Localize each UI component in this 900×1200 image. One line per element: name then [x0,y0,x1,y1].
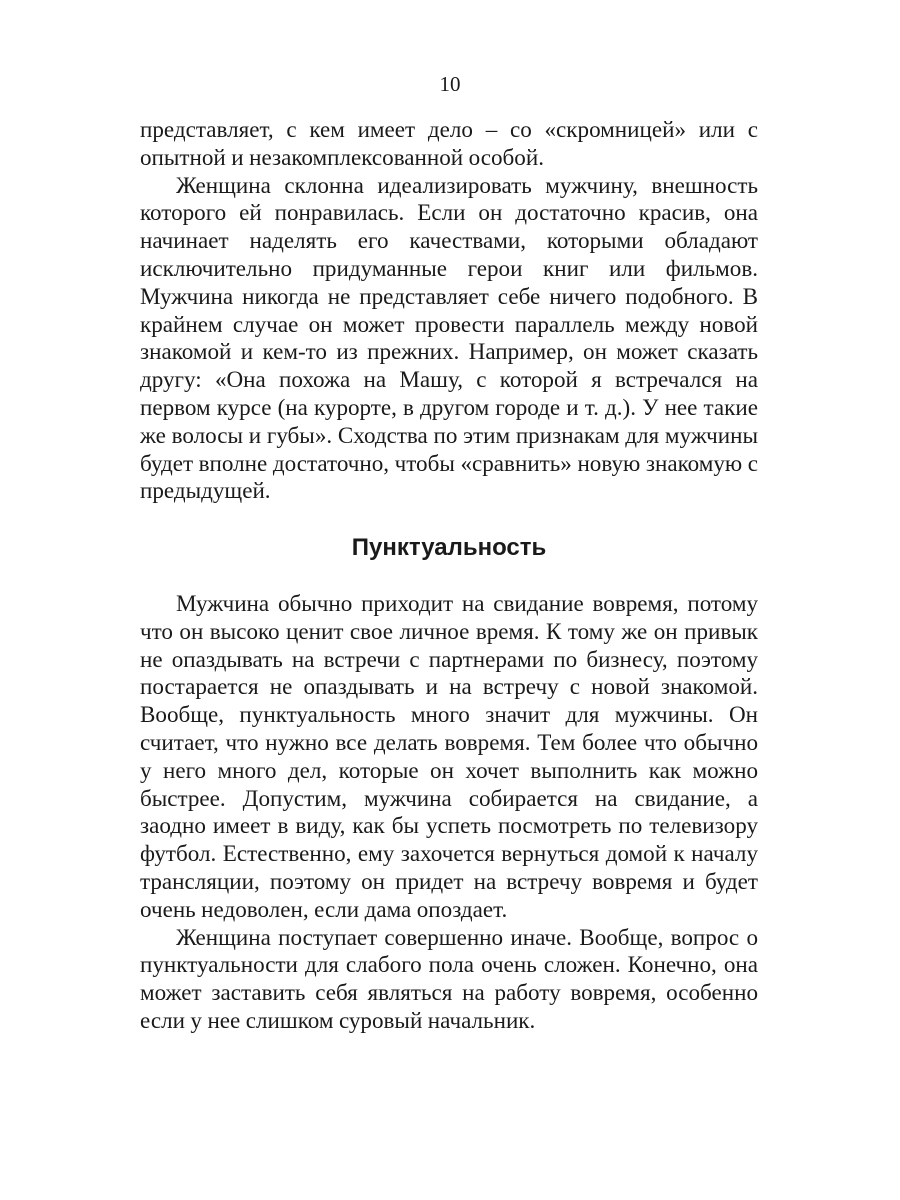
text-block-top [140,116,758,505]
paragraph-men-punctuality: Мужчина обычно приходит на свидание вовремя, потому что он высоко ценит свое личное время. К тому же он привык не опаздывать на встречи с партнерами по бизнесу, поэтому постарается не опаздывать и на встречу с новой знакомой. Вообще, пунктуальность много значит для мужчины. Он считает, что нужно все делать вовремя. Тем более что обычно у него много дел, которые он хочет выполнить как можно быстрее. Допустим, мужчина собирается на свидание, а заодно имеет в виду, как бы успеть посмотреть по телевизору футбол. Естественно, ему захочется вернуться домой к началу трансляции, поэтому он придет на встречу вовремя и будет очень недоволен, если дама опоздает. [140,590,758,922]
paragraph-idealization: Женщина склонна идеализировать мужчину, внешность которого ей понравилась. Если он достаточно красив, она начинает наделять его качествами, которыми обладают исключительно придуманные герои книг или фильмов. Мужчина никогда не представляет себе ничего подобного. В крайнем случае он может провести параллель между новой знакомой и кем-то из прежних. Например, он может сказать другу: «Она похожа на Машу, с которой я встречался на первом курсе (на курорте, в другом городе и т. д.). У нее такие же волосы и губы». Сходства по этим признакам для мужчины будет вполне достаточно, чтобы «сравнить» новую знакомую с предыдущей. [140,171,758,504]
page-number: 10 [439,72,461,96]
section-heading: Пунктуальность [351,534,547,561]
paragraph-women-punctuality: Женщина поступает совершенно иначе. Вообще, вопрос о пунктуальности для слабого пола очень сложен. Конечно, она может заставить себя являться на работу вовремя, особенно если у нее слишком суровый начальник. [140,923,758,1033]
text-block-bottom [140,590,758,1035]
paragraph-continuation: представляет, с кем имеет дело – со «скромницей» или с опытной и незакомплексованной особой. [140,116,758,170]
